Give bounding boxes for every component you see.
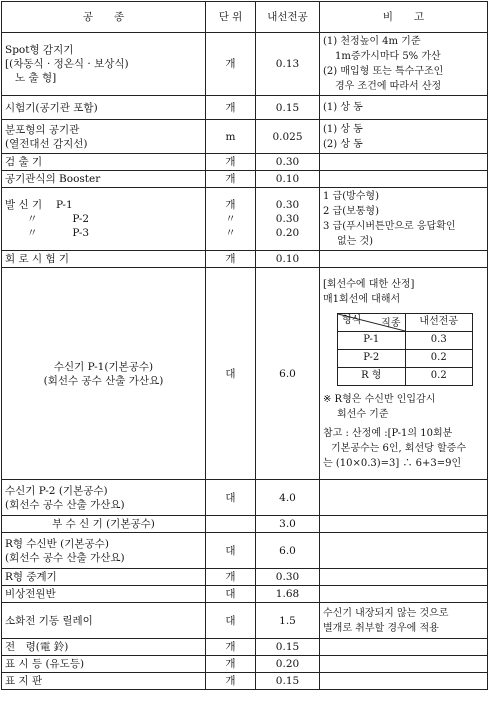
row-name-line: (회선수 공수 산출 가산요)	[5, 498, 125, 511]
table-row	[2, 569, 488, 586]
row-note	[320, 188, 488, 251]
row-value: 6.0	[256, 268, 320, 480]
row-name: 비상전원반	[2, 586, 206, 603]
row-name-line: (회선수 공수 산출 가산요)	[43, 374, 164, 387]
row-note	[320, 586, 488, 603]
inner-type: R 형	[338, 367, 406, 385]
row-note	[320, 120, 488, 154]
row-name-line: 발 신 기 P-1	[5, 199, 73, 211]
table-row	[2, 154, 488, 171]
table-row	[2, 33, 488, 96]
row-value: 0.15	[256, 96, 320, 120]
row-name	[2, 120, 206, 154]
note-line: 1 급(방수형)	[323, 191, 379, 202]
row-unit: 대	[206, 533, 256, 569]
table-row	[2, 673, 488, 690]
table-row	[2, 251, 488, 268]
diagonal-header-cell	[338, 313, 406, 331]
row-unit	[206, 516, 256, 533]
row-value: 0.15	[256, 639, 320, 656]
row-name	[2, 33, 206, 96]
table-row	[2, 603, 488, 639]
note-line: ※ R형은 수신반 인입감시	[323, 393, 436, 405]
row-value: 0.025	[256, 120, 320, 154]
row-name-line: 〃 P-3	[27, 227, 90, 239]
row-note	[320, 673, 488, 690]
note-line: 2 급(보통형)	[323, 206, 379, 217]
row-name: 부 수 신 기 (기본공수)	[2, 516, 206, 533]
inner-value: 0.2	[405, 349, 473, 367]
row-unit: 대	[206, 268, 256, 480]
header-labor: 내선전공	[256, 2, 320, 33]
note-line: [회선수에 대한 산정]	[323, 278, 415, 290]
row-unit: 개	[206, 171, 256, 188]
row-name: 소화전 기동 릴레이	[2, 603, 206, 639]
header-unit: 단 위	[206, 2, 256, 33]
row-name-line: 수신기 P-1(기본공수)	[53, 360, 154, 373]
row-unit: 대	[206, 480, 256, 516]
row-unit: 개	[206, 673, 256, 690]
row-value: 0.15	[256, 673, 320, 690]
note-line: 회선수 기준	[337, 408, 389, 420]
row-name-line: 〃 P-2	[27, 213, 90, 225]
note-line: 3 급(푸시버튼만으로 응답확인	[323, 221, 456, 232]
table-row	[2, 516, 488, 533]
row-value: 1.5	[256, 603, 320, 639]
row-unit: 대	[206, 586, 256, 603]
table-row	[2, 96, 488, 120]
row-value: 0.13	[256, 33, 320, 96]
inner-row	[338, 367, 473, 385]
table-row	[2, 188, 488, 251]
note-line: 매1회선에 대해서	[323, 293, 401, 305]
note-line: (1) 천정높이 4m 기준	[323, 36, 421, 47]
value-line: 0.30	[275, 213, 300, 225]
inner-head-job: 직종	[381, 317, 401, 329]
row-name: R형 중계기	[2, 569, 206, 586]
inner-type: P-1	[338, 331, 406, 349]
row-value: 0.30	[256, 569, 320, 586]
row-name-line: Spot형 감지기	[5, 44, 74, 56]
inner-rate-table	[337, 313, 473, 386]
row-name-line: (열전대선 감지선)	[5, 137, 88, 150]
row-note	[320, 480, 488, 516]
row-name: 공기관식의 Booster	[2, 171, 206, 188]
value-line: 0.20	[275, 227, 300, 239]
row-note	[320, 533, 488, 569]
row-unit	[206, 188, 256, 251]
inner-row	[338, 331, 473, 349]
row-name: 회 로 시 험 기	[2, 251, 206, 268]
inner-value: 0.2	[405, 367, 473, 385]
row-value: 0.10	[256, 171, 320, 188]
note-line: 수신기 내장되지 않는 것으로	[323, 607, 449, 619]
unit-line: 개	[225, 199, 236, 211]
row-note	[320, 603, 488, 639]
row-name: 전 령(電 鈴)	[2, 639, 206, 656]
row-name	[2, 188, 206, 251]
row-note	[320, 251, 488, 268]
note-line: 참고 : 산정예 :[P-1의 10회분	[323, 427, 453, 439]
row-unit: 개	[206, 639, 256, 656]
table-row	[2, 639, 488, 656]
row-value: 4.0	[256, 480, 320, 516]
inner-row	[338, 349, 473, 367]
row-value	[256, 188, 320, 251]
row-value: 1.68	[256, 586, 320, 603]
row-note	[320, 656, 488, 673]
row-value: 6.0	[256, 533, 320, 569]
row-name-line: R형 수신반 (기본공수)	[5, 537, 109, 550]
row-value: 0.10	[256, 251, 320, 268]
row-unit: 개	[206, 251, 256, 268]
row-note	[320, 516, 488, 533]
row-note	[320, 171, 488, 188]
row-name: 표 지 판	[2, 673, 206, 690]
note-line: (2) 상 동	[323, 138, 363, 150]
row-unit: 개	[206, 154, 256, 171]
row-name	[2, 268, 206, 480]
table-row	[2, 268, 488, 480]
row-note	[320, 268, 488, 480]
inner-head-labor: 내선전공	[405, 313, 473, 331]
row-unit: m	[206, 120, 256, 154]
header-row	[2, 2, 488, 33]
table-row	[2, 171, 488, 188]
table-row	[2, 586, 488, 603]
inner-header-row	[338, 313, 473, 331]
inner-type: P-2	[338, 349, 406, 367]
row-name: 검 출 기	[2, 154, 206, 171]
note-line: 는 (10×0.3)=3] ∴ 6+3=9인	[323, 457, 462, 469]
value-line: 0.30	[275, 199, 300, 211]
row-name-line: 수신기 P-2 (기본공수)	[5, 484, 108, 497]
table-row	[2, 120, 488, 154]
row-note	[320, 33, 488, 96]
unit-line: 〃	[225, 213, 236, 225]
note-line: 1m증가시마다 5% 가산	[335, 51, 441, 62]
row-name-line: 노 출 형]	[15, 72, 57, 84]
row-name	[2, 533, 206, 569]
table-row	[2, 480, 488, 516]
note-line: 없는 것)	[337, 236, 374, 247]
row-unit: 개	[206, 96, 256, 120]
row-name: 표 시 등 (유도등)	[2, 656, 206, 673]
row-name-line: [(차동식 · 정온식 · 보상식)	[5, 58, 129, 70]
row-unit: 개	[206, 569, 256, 586]
note-line: 경우 조건에 따라서 산정	[335, 81, 442, 92]
row-value: 3.0	[256, 516, 320, 533]
note-line: (1) 상 동	[323, 123, 363, 135]
table-row	[2, 533, 488, 569]
row-note	[320, 569, 488, 586]
labor-table	[1, 1, 488, 690]
row-unit: 개	[206, 656, 256, 673]
header-work: 공 종	[2, 2, 206, 33]
unit-line: 〃	[225, 227, 236, 239]
row-name-line: (회선수 공수 산출 가산요)	[5, 551, 125, 564]
note-line: 별개로 취부할 경우에 적용	[323, 622, 439, 634]
row-value: 0.20	[256, 656, 320, 673]
row-name-line: 분포형의 공기관	[5, 123, 80, 136]
row-note: (1) 상 동	[320, 96, 488, 120]
header-remark: 비 고	[320, 2, 488, 33]
row-unit: 개	[206, 33, 256, 96]
inner-head-type: 형식	[342, 314, 362, 326]
note-line: 기본공수는 6인, 회선당 할증수	[331, 442, 466, 454]
row-name	[2, 480, 206, 516]
row-note	[320, 639, 488, 656]
row-name: 시험기(공기관 포함)	[2, 96, 206, 120]
inner-value: 0.3	[405, 331, 473, 349]
table-row	[2, 656, 488, 673]
row-unit: 대	[206, 603, 256, 639]
row-value: 0.30	[256, 154, 320, 171]
note-line: (2) 매입형 또는 특수구조인	[323, 66, 444, 77]
row-note	[320, 154, 488, 171]
